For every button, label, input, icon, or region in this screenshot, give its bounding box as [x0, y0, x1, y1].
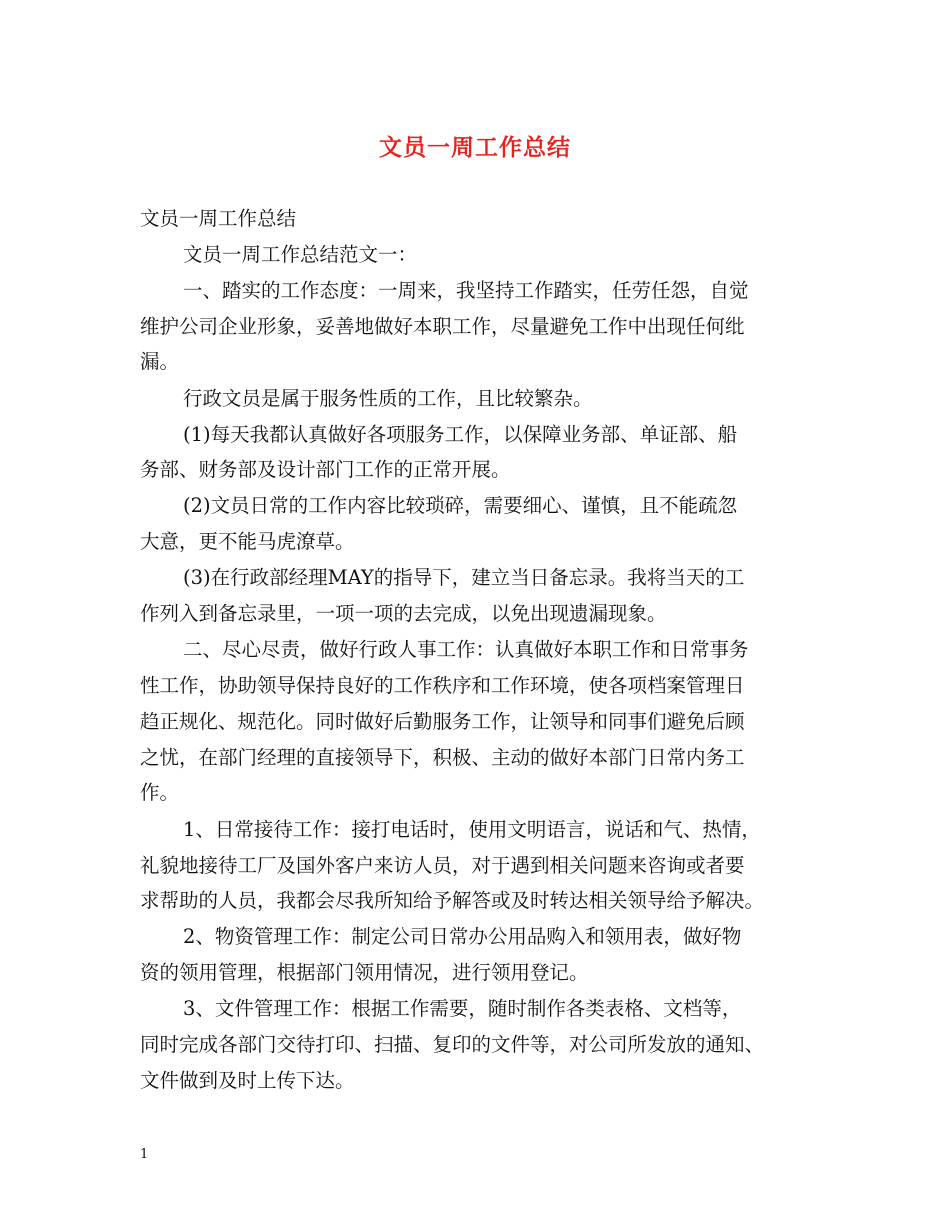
body-line: 文员一周工作总结	[140, 207, 297, 230]
body-line: 维护公司企业形象，妥善地做好本职工作，尽量避免工作中出现任何纰	[140, 315, 745, 338]
body-line: 1、日常接待工作：接打电话时，使用文明语言，说话和气、热情，	[183, 818, 761, 841]
page-number: 1	[140, 1147, 149, 1162]
document-title: 文员一周工作总结	[379, 134, 571, 161]
body-line: 礼貌地接待工厂及国外客户来访人员，对于遇到相关问题来咨询或者要	[140, 854, 745, 877]
body-line: 之忧，在部门经理的直接领导下，积极、主动的做好本部门日常内务工	[140, 746, 745, 769]
body-line: 文件做到及时上传下达。	[140, 1069, 355, 1092]
body-line: 资的领用管理，根据部门领用情况，进行领用登记。	[140, 961, 589, 984]
body-line: 文员一周工作总结范文一：	[183, 243, 418, 266]
body-line: 作列入到备忘录里，一项一项的去完成，以免出现遗漏现象。	[140, 602, 667, 625]
body-line: 同时完成各部门交待打印、扫描、复印的文件等，对公司所发放的通知、	[140, 1033, 765, 1056]
body-line: 二、尽心尽责，做好行政人事工作：认真做好本职工作和日常事务	[183, 638, 749, 661]
body-line: 大意，更不能马虎潦草。	[140, 530, 355, 553]
body-line: 作。	[140, 781, 180, 804]
body-line: 求帮助的人员，我都会尽我所知给予解答或及时转达相关领导给予解决。	[140, 889, 765, 912]
body-line: 行政文员是属于服务性质的工作，且比较繁杂。	[183, 387, 593, 410]
body-line: 2、物资管理工作：制定公司日常办公用品购入和领用表，做好物	[183, 925, 742, 948]
body-line: 3、文件管理工作：根据工作需要，随时制作各类表格、文档等，	[183, 997, 742, 1020]
body-line: 漏。	[140, 350, 180, 373]
body-line: (1)每天我都认真做好各项服务工作，以保障业务部、单证部、船	[183, 423, 738, 446]
body-line: (3)在行政部经理MAY的指导下，建立当日备忘录。我将当天的工	[183, 566, 745, 589]
body-line: 一、踏实的工作态度：一周来，我坚持工作踏实，任劳任怨，自觉	[183, 279, 749, 302]
body-line: (2)文员日常的工作内容比较琐碎，需要细心、谨慎，且不能疏忽	[183, 494, 738, 517]
body-line: 务部、财务部及设计部门工作的正常开展。	[140, 458, 511, 481]
body-line: 趋正规化、规范化。同时做好后勤服务工作，让领导和同事们避免后顾	[140, 710, 745, 733]
body-line: 性工作，协助领导保持良好的工作秩序和工作环境，使各项档案管理日	[140, 674, 745, 697]
